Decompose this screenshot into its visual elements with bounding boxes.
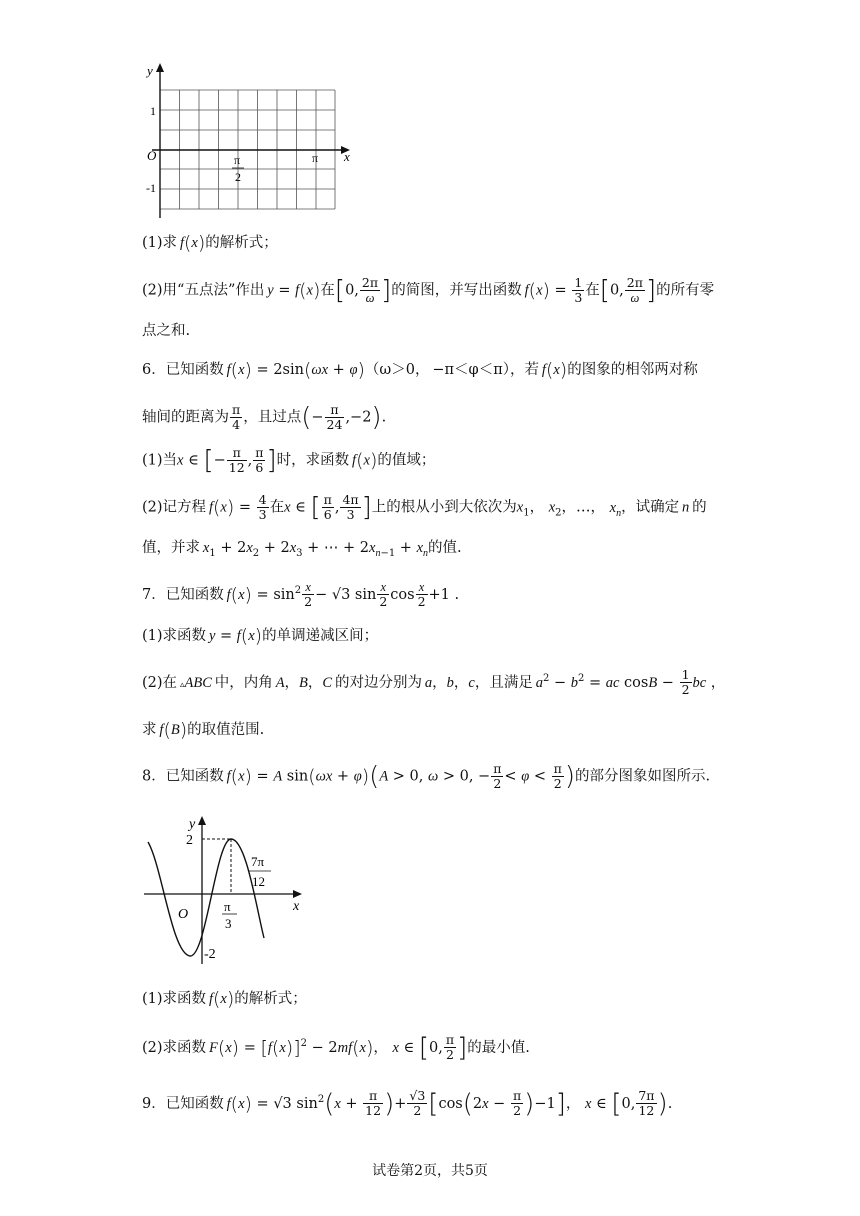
q6-stem-cont: 轴间的距离为 $\frac{\pi}{4}$ ，且过点(− $\frac{\pi}{24}$ ,−2).: [142, 402, 387, 433]
x-tick-half-pi-den: 2: [235, 170, 241, 184]
y-axis-arrow-icon: [156, 63, 164, 72]
page-footer: 试卷第2页，共5页: [372, 1163, 488, 1179]
x-axis-arrow-icon: [293, 890, 302, 898]
x-axis-label: x: [344, 149, 350, 164]
sine-curve: [148, 839, 264, 956]
q9-stem: 9．已知函数 f(x) = √3 $\sin^2(x$ + $\frac{\pi}{12}$ )+ $\frac{√3}{2}$ [cos(2x − $\frac{\pi}{2}$ )−1]， x ∈ [0, $\frac{7\pi}{12}$ ).: [142, 1088, 673, 1119]
x-axis-label: x: [293, 899, 300, 914]
y-axis-arrow-icon: [198, 816, 206, 825]
y-tick-minus-2: -2: [204, 947, 216, 962]
q8-part2: (2)求函数 $F(x) = [f(x)]^2 - 2mf(x)$， x ∈ [0, $\frac{\pi}{2}$ ]的最小值.: [142, 1032, 530, 1063]
x-tick-pi-over-3-den: 3: [225, 916, 232, 931]
q5-part1: (1)求 f(x)的解析式；: [142, 232, 278, 254]
y-tick-minus-1: -1: [146, 181, 156, 195]
q8-sine-figure: [140, 806, 310, 966]
y-tick-2: 2: [186, 833, 193, 848]
q8-stem: 8．已知函数 f(x) = A sin(ωx + φ)(A > 0, ω > 0, − $\frac{\pi}{2}$ < φ < $\frac{\pi}{2}$ )的部分图象如图所示.: [142, 761, 711, 792]
x-tick-7pi-over-12-num: 7π: [251, 854, 265, 869]
q8-part1: (1)求函数 f(x)的解析式；: [142, 988, 307, 1010]
q7-part1: (1)求函数 y = f(x)的单调递减区间；: [142, 625, 379, 647]
x-tick-7pi-over-12-den: 12: [252, 874, 265, 889]
origin-label: O: [178, 907, 189, 922]
q7-part2: (2)在 ▵ABC 中，内角 A，B，C 的对边分别为 a，b，c，且满足 $a^2 - b^2$ = ac cosB − $\frac{1}{2}$ bc ，: [142, 667, 726, 698]
y-tick-1: 1: [150, 104, 156, 118]
q7-part2-cont: 求 f(B)的取值范围.: [142, 719, 265, 741]
q6-part1: (1)当x ∈ [− $\frac{\pi}{12}$ , $\frac{\pi}{6}$ ]时，求函数 f(x)的值域；: [142, 445, 436, 476]
q7-stem: 7．已知函数 $f(x) = \sin^2$ $\frac{x}{2}$ − √3 sin $\frac{x}{2}$ cos $\frac{x}{2}$ +1 .: [142, 580, 460, 610]
grid-figure: [138, 58, 368, 223]
x-tick-half-pi-num: π: [234, 153, 241, 167]
q6-stem: 6．已知函数 f(x) = 2sin(ωx + φ)（ω＞0， −π＜φ＜π），若 f(x)的图象的相邻两对称: [142, 359, 698, 381]
x-tick-pi: π: [312, 151, 319, 165]
y-axis-label: y: [189, 817, 196, 832]
q6-part2: (2)记方程 f(x) = $\frac{4}{3}$ 在x ∈ [ $\frac{\pi}{6}$ , $\frac{4\pi}{3}$ ]上的根从小到大依次为$x_1$， $x_2$，…， $x_n$，试确定 n 的: [142, 492, 707, 523]
x-tick-pi-over-3-num: π: [224, 899, 231, 914]
origin-label: O: [147, 148, 157, 163]
q6-part2-cont: 值，并求 $x_1 + 2x_2 + 2x_3$ + ⋯ + $2x_{n-1} + x_n$的值.: [142, 540, 462, 559]
y-axis-label: y: [147, 63, 153, 78]
q5-part2: (2)用“五点法”作出 y = f(x)在[0, $\frac{2\pi}{\omega}$ ]的简图，并写出函数 f(x) = $\frac{1}{3}$ 在[0, $\frac{2\pi}{\omega}$ ]的所有零: [142, 275, 715, 306]
q5-part2-cont: 点之和.: [142, 323, 191, 339]
